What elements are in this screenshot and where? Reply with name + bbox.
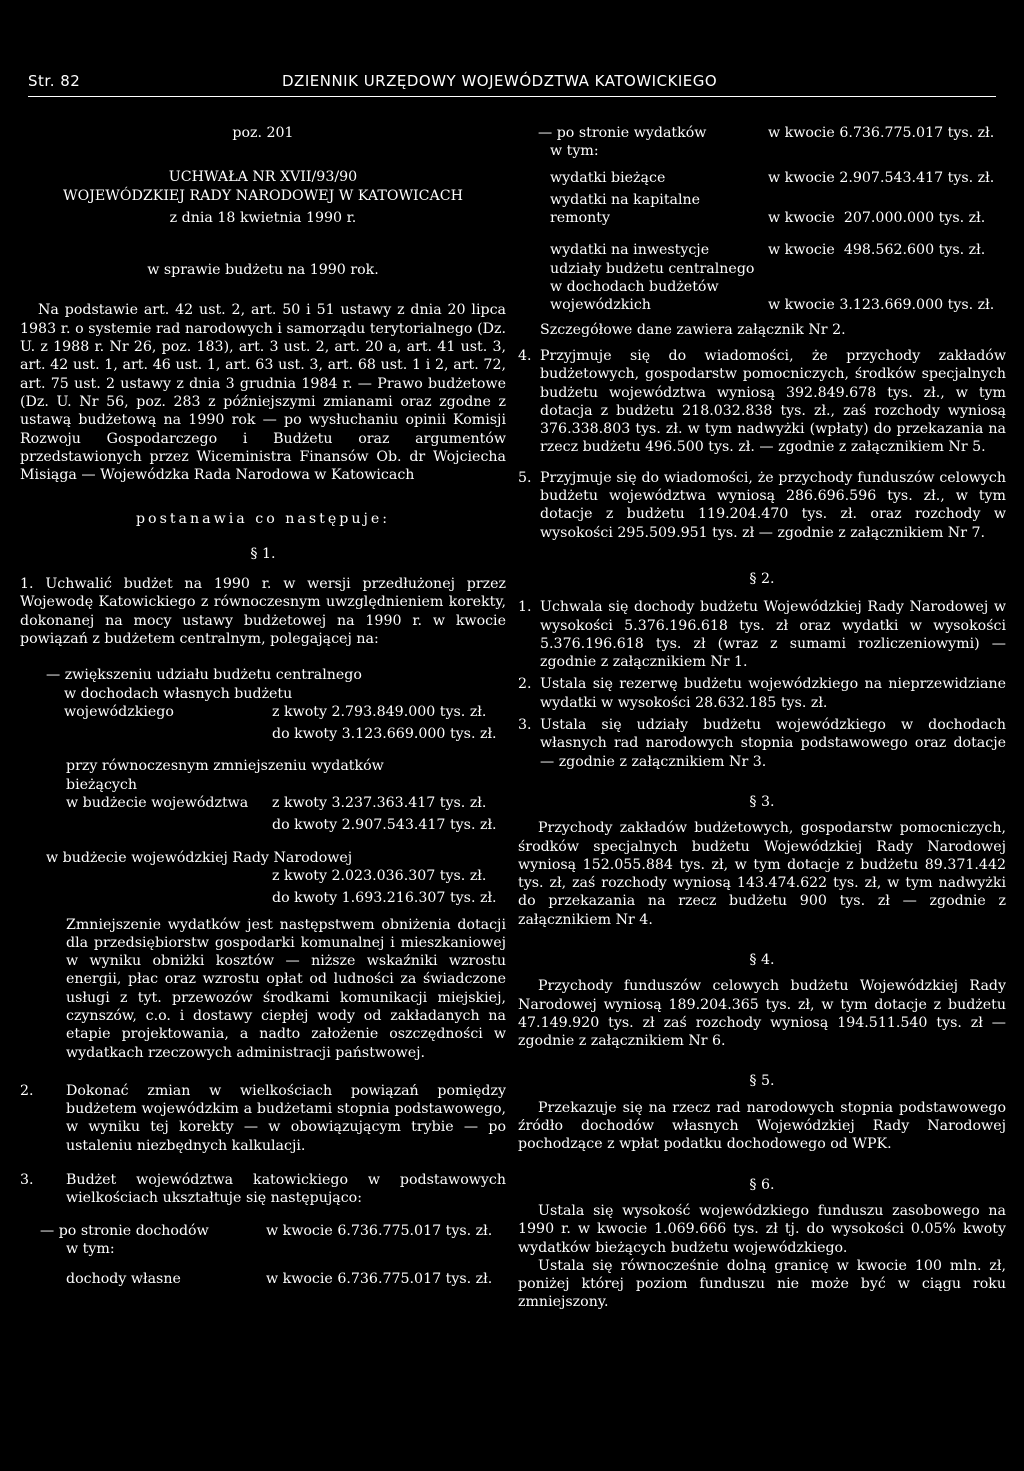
section-2-item-3-text: Ustala się udziały budżetu wojewódzkiego w dochodach własnych rad narodowych stopnia podstawowego oraz dotacje — zgodnie z załącznikiem Nr 3. [540, 717, 1006, 770]
header-rule [28, 96, 996, 97]
resolves-heading: postanawia co następuje: [135, 511, 391, 528]
reduction-explanation: Zmniejszenie wydatków jest następstwem obniżenia dotacji dla przedsiębiorstw gospodarki komunalnej i mieszkaniowej w wyniku obniżki kosztów — niższe wskaźniki wzrostu energii, płac oraz wzrostu opłat od ludności za świadczone usługi z tyt. przewozów środkami komunikacji miejskiej, czynszów, c.o. i dostawy ciepłej wody od zakładanych na etapie projektowania, a nadto założenie oszczędności w wydatkach rzeczowych administracji państwowej. [66, 916, 506, 1061]
section-2-item-2-number: 2. [518, 676, 532, 693]
decrease-line-3: w budżecie województwa [66, 795, 249, 812]
expenditure-block [518, 124, 1006, 315]
section-6-text-1: Ustala się wysokość wojewódzkiego funduszu zasobowego na 1990 r. w kwocie 1.069.666 tys. zł tj. do wysokości 0.05% kwoty wydatków bieżących budżetu wojewódzkiego. [518, 1202, 1006, 1256]
section-2-item-1-number: 1. [518, 599, 532, 616]
capital-repairs-amount: w kwocie 207.000.000 tys. zł. [768, 210, 986, 227]
decrease-block [20, 757, 506, 834]
expenditure-amount: w kwocie 6.736.775.017 tys. zł. [768, 125, 995, 141]
income-of-which: w tym: [66, 1240, 115, 1257]
central-share-amount: w kwocie 3.123.669.000 tys. zł. [768, 297, 995, 314]
decrease-line-1: przy równoczesnym zmniejszeniu wydatków [66, 758, 384, 775]
capital-repairs-label-2: remonty [550, 210, 611, 227]
section-2-item-1-text: Uchwala się dochody budżetu Wojewódzkiej Rady Narodowej w wysokości 5.376.196.618 tys. zł oraz wydatki w wysokości 5.376.196.618 tys. zł (wraz z sumami rozliczeniowymi) — zgodnie z załącznikiem Nr 1. [540, 599, 1006, 671]
council-from-amount: z kwoty 2.023.036.307 tys. zł. [272, 867, 487, 884]
council-to-amount: do kwoty 1.693.216.307 tys. zł. [272, 890, 497, 907]
section-6-text-2: Ustala się równocześnie dolną granicę w kwocie 100 mln. zł, poniżej której poziom funduszu nie może być w ciągu roku zmniejszony. [518, 1257, 1006, 1311]
section-3-heading: § 3. [749, 793, 775, 810]
resolution-subject: w sprawie budżetu na 1990 rok. [147, 262, 379, 279]
item-2 [20, 1082, 506, 1155]
section-2-item-1 [518, 598, 1006, 671]
increase-from-amount: z kwoty 2.793.849.000 tys. zł. [272, 703, 487, 720]
section-2-item-3-number: 3. [518, 717, 532, 734]
item-5-number: 5. [518, 469, 532, 486]
details-note: Szczegółowe dane zawiera załącznik Nr 2. [540, 321, 846, 338]
resolution-title: UCHWAŁA NR XVII/93/90 [168, 169, 358, 186]
page-number: Str. 82 [28, 72, 81, 90]
item-2-text: Dokonać zmian w wielkościach powiązań pomiędzy budżetem wojewódzkim a budżetami stopnia podstawowego, w wyniku tej korekty — w obowiązującym trybie — po ustaleniu niezbędnych kalkulacji. [66, 1082, 506, 1154]
item-4 [518, 347, 1006, 457]
central-share-label-1: udziały budżetu centralnego [550, 260, 755, 277]
item-5 [518, 469, 1006, 542]
page-header [28, 72, 996, 92]
section-5-text: Przekazuje się na rzecz rad narodowych stopnia podstawowego źródło dochodów własnych Wojewódzkiej Rady Narodowej pochodzące z wpłat podatku dochodowego od WPK. [518, 1099, 1006, 1153]
decrease-line-2: bieżących [66, 776, 137, 793]
decrease-from-amount: z kwoty 3.237.363.417 tys. zł. [272, 795, 487, 812]
increase-line-3: wojewódzkiego [64, 703, 174, 720]
section-4-text: Przychody funduszów celowych budżetu Wojewódzkiej Rady Narodowej wyniosą 189.204.365 tys. zł, w tym dotacje z budżetu 47.149.920 tys. zł zaś rozchody wyniosą 194.511.540 tys. zł — zgodnie z załącznikiem Nr 6. [518, 978, 1006, 1050]
increase-block [20, 666, 506, 743]
left-column [20, 124, 506, 1289]
increase-line-2: w dochodach własnych budżetu [64, 685, 293, 702]
investment-amount: w kwocie 498.562.600 tys. zł. [768, 242, 986, 259]
increase-line-1: — zwiększeniu udziału budżetu centralnego [46, 667, 362, 684]
capital-repairs-label-1: wydatki na kapitalne [550, 191, 701, 208]
section-4-heading: § 4. [749, 951, 775, 968]
current-expenses-amount: w kwocie 2.907.543.417 tys. zł. [768, 169, 995, 186]
section-3-text: Przychody zakładów budżetowych, gospodarstw pomocniczych, środków specjalnych budżetu Wojewódzkiej Rady Narodowej wyniosą 152.055.884 tys. zł, w tym dotacje z budżetu 89.371.442 tys. zł, zaś rozchody wyniosą 143.474.622 tys. zł, w tym nadwyżki do przekazania na rzecz budżetu 900 tys. zł — zgodnie z załącznikiem Nr 4. [518, 820, 1006, 928]
journal-title: DZIENNIK URZĘDOWY WOJEWÓDZTWA KATOWICKIEGO [282, 72, 718, 90]
item-3-number: 3. [20, 1172, 34, 1189]
section-1-heading: § 1. [250, 545, 276, 562]
increase-to-amount: do kwoty 3.123.669.000 tys. zł. [272, 726, 497, 743]
resolution-date: z dnia 18 kwietnia 1990 r. [169, 209, 357, 226]
council-title: WOJEWÓDZKIEJ RADY NARODOWEJ W KATOWICACH [63, 187, 463, 204]
own-income-amount: w kwocie 6.736.775.017 tys. zł. [266, 1271, 493, 1288]
council-budget-block [20, 849, 506, 908]
item-2-number: 2. [20, 1082, 34, 1099]
expenditure-label: — po stronie wydatków [538, 125, 707, 141]
position-number: poz. 201 [232, 125, 294, 141]
income-label: — po stronie dochodów [40, 1222, 209, 1239]
expenditure-of-which: w tym: [550, 143, 599, 160]
section-2-item-2 [518, 675, 1006, 712]
section-2-heading: § 2. [749, 570, 775, 587]
section-2-item-3 [518, 716, 1006, 771]
item-4-number: 4. [518, 347, 532, 364]
section-5-heading: § 5. [749, 1073, 775, 1090]
income-amount: w kwocie 6.736.775.017 tys. zł. [266, 1222, 493, 1239]
section-1-paragraph: 1. Uchwalić budżet na 1990 r. w wersji przedłużonej przez Wojewodę Katowickiego z równoczesnym uwzględnieniem korekty, dokonanej na mocy ustawy budżetowej na 1990 r. w kwocie powiązań z budżetem centralnym, polegającej na: [20, 576, 506, 647]
right-column [518, 124, 1006, 1312]
section-2-item-2-text: Ustala się rezerwę budżetu wojewódzkiego na nieprzewidziane wydatki w wysokości 28.632.185 tys. zł. [540, 676, 1006, 711]
item-3 [20, 1171, 506, 1208]
legal-basis: Na podstawie art. 42 ust. 2, art. 50 i 51 ustawy z dnia 20 lipca 1983 r. o systemie rad narodowych i samorządu terytorialnego (Dz. U. z 1988 r. Nr 26, poz. 183), art. 3 ust. 2, art. 20 a, art. 41 ust. 3, art. 42 ust. 1, art. 46 ust. 1, art. 63 ust. 3, art. 68 ust. 1 i 2, art. 72, art. 75 ust. 2 ustawy z dnia 3 grudnia 1984 r. — Prawo budżetowe (Dz. U. Nr 56, poz. 283 z późniejszymi zmianami oraz zgodne z ustawą budżetową na 1990 rok — po wysłuchaniu opinii Komisji Rozwoju Gospodarczego i Budżetu oraz argumentów przedstawionych przez Wiceministra Finansów Ob. dr Wojciecha Misiąga — Wojewódzka Rada Narodowa w Katowicach [20, 302, 506, 484]
section-6-heading: § 6. [749, 1176, 775, 1193]
central-share-label-3: wojewódzkich [550, 297, 651, 314]
current-expenses-label: wydatki bieżące [550, 169, 666, 186]
central-share-label-2: w dochodach budżetów [550, 279, 719, 296]
decrease-to-amount: do kwoty 2.907.543.417 tys. zł. [272, 817, 497, 834]
item-3-text: Budżet województwa katowickiego w podstawowych wielkościach ukształtuje się następująco: [66, 1172, 506, 1207]
investment-label: wydatki na inwestycje [550, 242, 710, 259]
item-4-text: Przyjmuje się do wiadomości, że przychody zakładów budżetowych, gospodarstw pomocniczych, środków specjalnych budżetu województwa wyniosą 392.849.678 tys. zł., w tym dotacja z budżetu 218.032.838 tys. zł., zaś rozchody wyniosą 376.338.803 tys. zł. w tym nadwyżki (wpłaty) do przekazania na rzecz budżetu 496.500 tys. zł. — zgodnie z załącznikiem Nr 5. [540, 347, 1006, 456]
income-block [20, 1222, 506, 1289]
council-budget-line: w budżecie wojewódzkiej Rady Narodowej [46, 849, 353, 866]
item-5-text: Przyjmuje się do wiadomości, że przychody funduszów celowych budżetu województwa wyniosą 286.696.596 tys. zł., w tym dotacje z budżetu 119.204.470 tys. zł. oraz rozchody w wysokości 295.509.951 tys. zł — zgodnie z załącznikiem Nr 7. [540, 469, 1006, 541]
own-income-label: dochody własne [66, 1271, 181, 1288]
